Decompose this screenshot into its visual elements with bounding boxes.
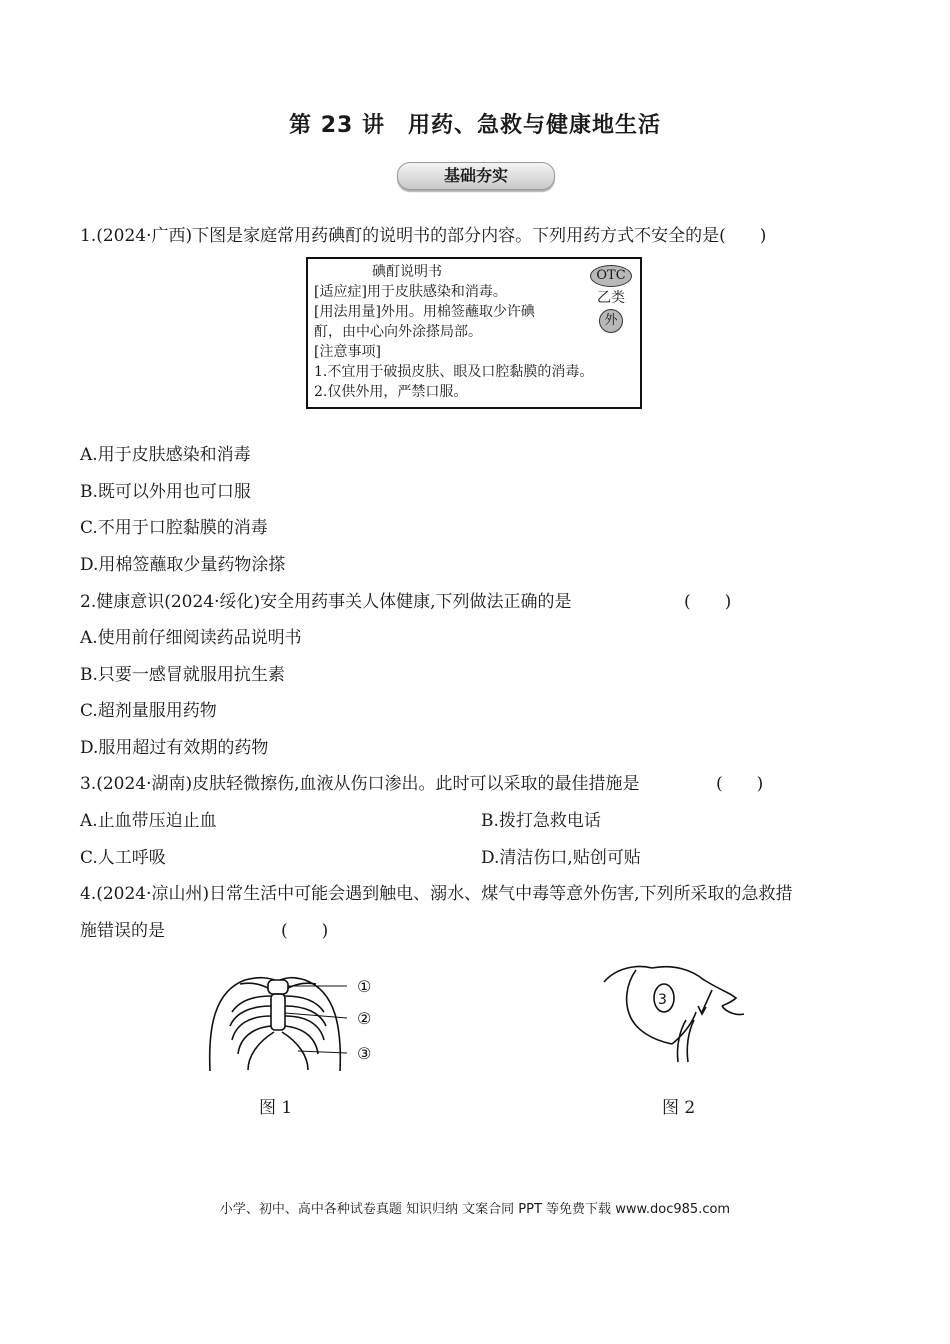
manubrium [268,980,288,994]
q3-option-d: D.清洁伤口,贴创可贴 [481,848,641,868]
section-badge: 基础夯实 [397,162,555,190]
neck [672,1012,696,1044]
q1-option-d: D.用棉签蘸取少量药物涂搽 [80,555,286,575]
sternum [271,994,285,1030]
leaflet-line: [用法用量]外用。用棉签蘸取少许碘 [314,304,535,320]
q2-option-d: D.服用超过有效期的药物 [80,738,269,758]
q2-option-c: C.超剂量服用药物 [80,701,217,721]
q1-close-paren: ) [759,226,767,246]
q3-answer-paren: ( ) [716,774,764,794]
q3-option-b: B.拨打急救电话 [481,811,601,831]
q2-answer-paren: ( ) [684,592,732,612]
q1-stem-text: 1.(2024·广西)下图是家庭常用药碘酊的说明书的部分内容。下列用药方式不安全的是( [80,226,726,246]
q3-option-a: A.止血带压迫止血 [80,811,217,831]
torso-outline-right [280,978,340,1071]
q3-option-c: C.人工呼吸 [80,848,166,868]
q4-answer-paren: ( ) [281,921,329,941]
fig1-label-3: ③ [357,1044,372,1063]
otc-badge: OTC [590,265,632,287]
q4-stem-line2: 施错误的是 [80,921,165,941]
q2-stem: 2.健康意识(2024·绥化)安全用药事关人体健康,下列做法正确的是 [80,592,572,612]
rib-cage-figure [200,966,390,1076]
fig1-caption: 图 1 [259,1098,293,1118]
head-tilt-figure [596,950,756,1070]
external-use-badge: 外 [599,309,623,333]
page-footer: 小学、初中、高中各种试卷真题 知识归纳 文案合同 PPT 等免费下载 www.doc985.com [219,1202,731,1217]
fig2-caption: 图 2 [662,1098,696,1118]
hand-fingers [677,1020,686,1062]
fig2-mark: 3 [658,992,667,1008]
q4-stem-line1: 4.(2024·凉山州)日常生活中可能会遇到触电、溺水、煤气中毒等意外伤害,下列所采取的急救措 [80,884,793,904]
leaflet-line: 1.不宜用于破损皮肤、眼及口腔黏膜的消毒。 [314,364,594,380]
class-label: 乙类 [597,290,625,306]
leaflet-line: 2.仅供外用，严禁口服。 [314,384,468,400]
chin [722,1006,744,1015]
q1-option-a: A.用于皮肤感染和消毒 [80,445,251,465]
q1-option-c: C.不用于口腔黏膜的消毒 [80,518,268,538]
fig1-label-2: ② [357,1009,372,1028]
leaflet-line: [适应症]用于皮肤感染和消毒。 [314,284,507,300]
hand-top [604,967,652,982]
page-title: 第 23 讲 用药、急救与健康地生活 [289,113,661,138]
q1-option-b: B.既可以外用也可口服 [80,482,251,502]
medicine-leaflet [306,257,642,409]
leaflet-badges [586,265,636,333]
q2-option-b: B.只要一感冒就服用抗生素 [80,665,285,685]
fig1-label-1: ① [357,977,372,996]
q2-option-a: A.使用前仔细阅读药品说明书 [80,628,302,648]
q3-stem: 3.(2024·湖南)皮肤轻微擦伤,血液从伤口渗出。此时可以采取的最佳措施是 [80,774,640,794]
q1-stem [80,225,766,247]
leaflet-title: 碘酊说明书 [372,264,442,280]
leaflet-line: [注意事项] [314,344,381,360]
arrow-shaft [702,990,712,1012]
leaflet-line: 酊，由中心向外涂搽局部。 [314,324,482,340]
